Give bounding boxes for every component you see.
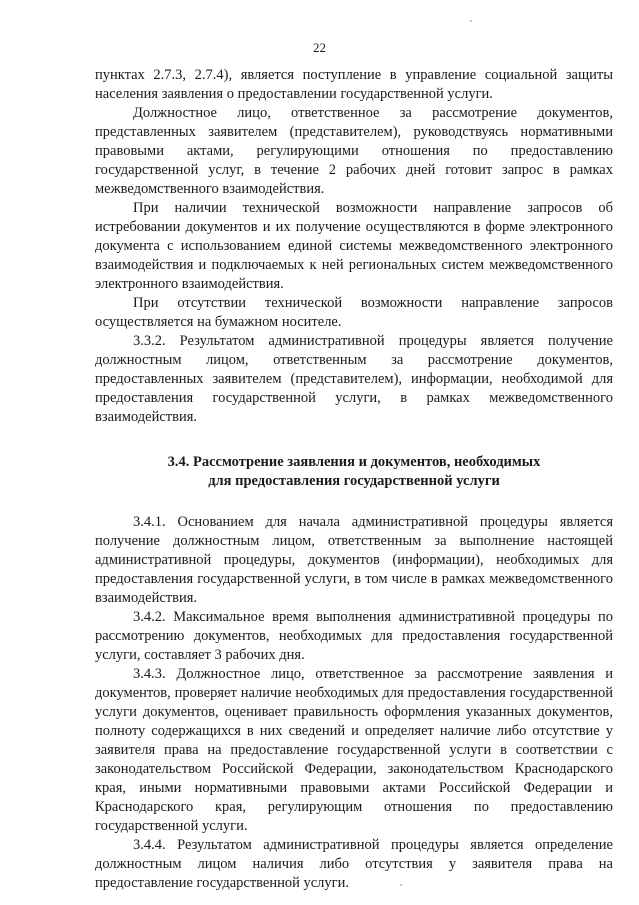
paragraph-3-4-1: 3.4.1. Основанием для начала административной процедуры является получение должностным лицом, ответственным за выполнение настоящей административной процедуры, документов (информации), необходимых для предоставления государственной услуги, в том числе в рамках межведомственного взаимодействия. (95, 514, 613, 606)
scan-speck (470, 20, 472, 22)
paragraph-3-3-2: 3.3.2. Результатом административной процедуры является получение должностным лицом, ответственным за рассмотрение документов, предоставленных заявителем (представителем), информации, необходимой для предоставления государственной услуги, в рамках межведомственного взаимодействия. (95, 333, 613, 425)
paragraph-3-4-4: 3.4.4. Результатом административной процедуры является определение должностным лицом наличия либо отсутствия у заявителя права на предоставление государственной услуги. (95, 837, 613, 891)
paragraph-3-4-2: 3.4.2. Максимальное время выполнения административной процедуры по рассмотрению документов, необходимых для предоставления государственной услуги, составляет 3 рабочих дня. (95, 609, 613, 663)
page-number: 22 (313, 40, 326, 55)
paragraph-3-4-3: 3.4.3. Должностное лицо, ответственное за рассмотрение заявления и документов, проверяет наличие необходимых для предоставления государственной услуги документов, оценивает правильность оформления указанных документов, полноту содержащихся в них сведений и определяет наличие либо отсутствие у заявителя права на предоставление государственной услуги в соответствии с законодательством Российской Федерации, законодательством Краснодарского края, иными нормативными правовыми актами Российской Федерации и Краснодарского края, регулирующим отношения по предоставлению государственной услуги. (95, 666, 613, 834)
section-heading-line-1: 3.4. Рассмотрение заявления и документов, необходимых (167, 454, 541, 470)
paragraph-continuation: пунктах 2.7.3, 2.7.4), является поступление в управление социальной защиты населения заявления о предоставлении государственной услуги. (95, 67, 613, 102)
paragraph-official-request: Должностное лицо, ответственное за рассмотрение документов, представленных заявителем (представителем), руководствуясь нормативными правовыми актами, регулирующими отношения по предоставлению государственной услуг, в течение 2 рабочих дней готовит запрос в рамках межведомственного взаимодействия. (95, 105, 613, 197)
paragraph-electronic-requests: При наличии технической возможности направление запросов об истребовании документов и их получение осуществляются в форме электронного документа с использованием единой системы межведомственного электронного взаимодействия и подключаемых к ней региональных систем межведомственного электронного взаимодействия. (95, 200, 613, 292)
scan-speck (400, 884, 402, 886)
section-heading-3-4 (95, 453, 613, 491)
paragraph-paper-requests: При отсутствии технической возможности направление запросов осуществляется на бумажном носителе. (95, 295, 613, 330)
document-body (95, 66, 613, 893)
section-heading-line-2: для предоставления государственной услуги (208, 473, 500, 489)
